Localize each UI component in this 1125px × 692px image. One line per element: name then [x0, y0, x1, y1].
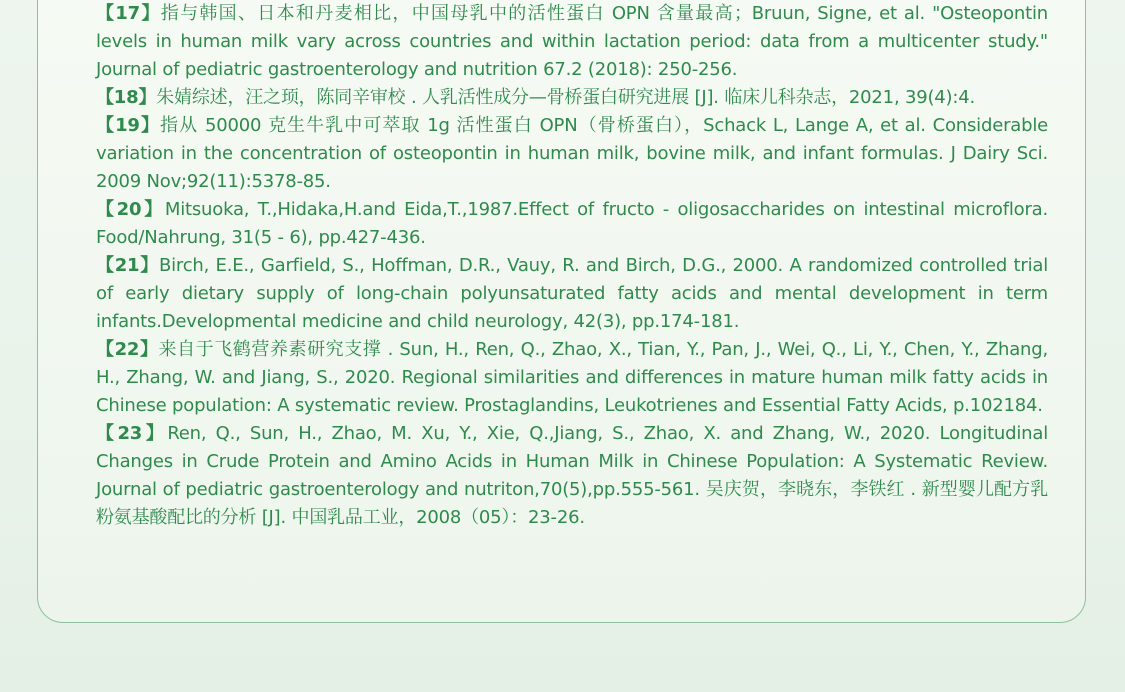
- reference-text: Ren, Q., Sun, H., Zhao, M. Xu, Y., Xie, Q.,Jiang, S., Zhao, X. and Zhang, W., 2020. Longitudinal Changes in Crude Protein and Amino Acids in Human Milk in Chinese Population: A Systematic Review. Journal of pediatric gastroenterology and nutriton,70(5),pp.555-561. 吴庆贺，李晓东，李铁红 . 新型婴儿配方乳粉氨基酸配比的分析 [J]. 中国乳品工业，2008（05）：23-26.: [96, 423, 1048, 528]
- reference-text: 指与韩国、日本和丹麦相比，中国母乳中的活性蛋白 OPN 含量最高；Bruun, Signe, et al. "Osteopontin levels in human milk vary across countries and within lactation period: data from a multicenter study." Journal of pediatric gastroenterology and nutrition 67.2 (2018): 250-256.: [96, 3, 1048, 80]
- reference-number: 【17】: [96, 3, 161, 24]
- reference-item: [96, 420, 1048, 532]
- reference-text: 朱婧综述，汪之顼，陈同辛审校 . 人乳活性成分—骨桥蛋白研究进展 [J]. 临床儿科杂志，2021, 39(4):4.: [156, 87, 976, 108]
- reference-number: 【19】: [96, 115, 161, 136]
- reference-number: 【21】: [96, 255, 159, 276]
- reference-text: 来自于飞鹤营养素研究支撑 . Sun, H., Ren, Q., Zhao, X., Tian, Y., Pan, J., Wei, Q., Li, Y., Chen, Y., Zhang, H., Zhang, W. and Jiang, S., 2020. Regional similarities and differences in mature human milk fatty acids in Chinese population: A systematic review. Prostaglandins, Leukotrienes and Essential Fatty Acids, p.102184.: [96, 339, 1048, 416]
- reference-number: 【18】: [96, 87, 157, 108]
- reference-number: 【23】: [96, 423, 168, 444]
- reference-text: Birch, E.E., Garfield, S., Hoffman, D.R., Vauy, R. and Birch, D.G., 2000. A randomized controlled trial of early dietary supply of long-chain polyunsaturated fatty acids and mental development in term infants.Developmental medicine and child neurology, 42(3), pp.174-181.: [96, 255, 1049, 332]
- reference-text: 指从 50000 克生牛乳中可萃取 1g 活性蛋白 OPN（骨桥蛋白），Schack L, Lange A, et al. Considerable variation in the concentration of osteopontin in human milk, bovine milk, and infant formulas. J Dairy Sci. 2009 Nov;92(11):5378-85.: [96, 115, 1049, 192]
- reference-number: 【20】: [96, 199, 165, 220]
- reference-item: [96, 84, 1048, 112]
- reference-item: [96, 196, 1048, 252]
- reference-item: [96, 0, 1048, 84]
- reference-item: [96, 252, 1048, 336]
- reference-list: [96, 0, 1048, 532]
- reference-text: Mitsuoka, T.,Hidaka,H.and Eida,T.,1987.Effect of fructo - oligosaccharides on intestinal microflora. Food/Nahrung, 31(5 - 6), pp.427-436.: [96, 199, 1049, 248]
- reference-item: [96, 112, 1048, 196]
- reference-number: 【22】: [96, 339, 159, 360]
- reference-item: [96, 336, 1048, 420]
